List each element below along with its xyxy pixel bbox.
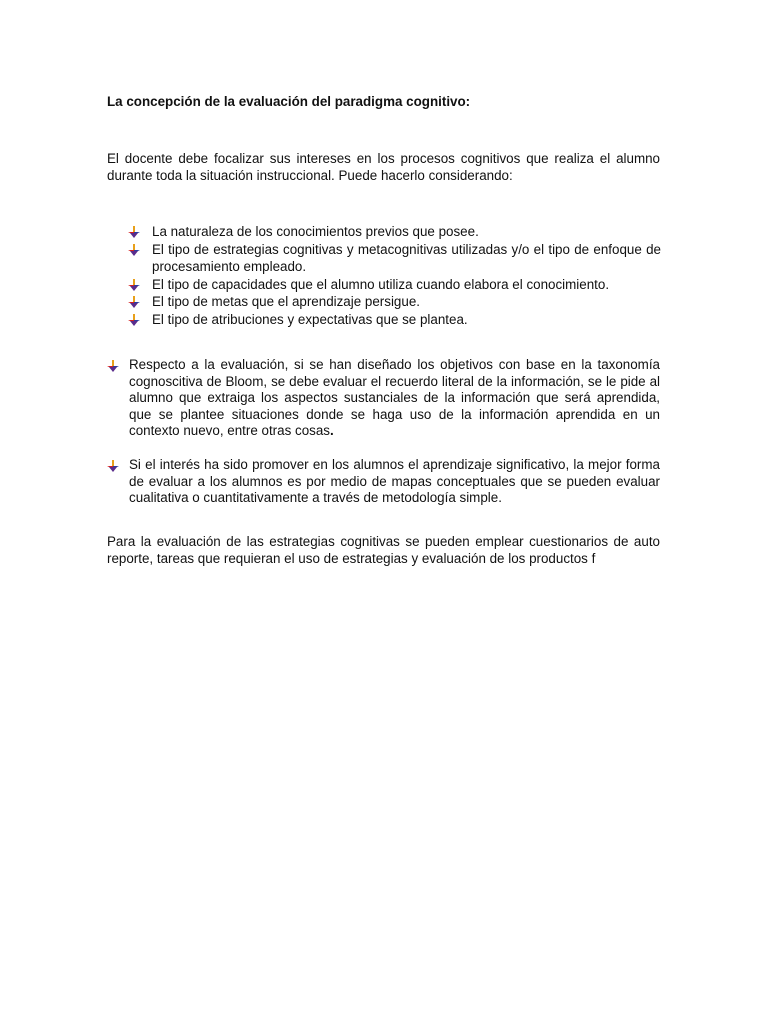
- intro-paragraph: El docente debe focalizar sus intereses en los procesos cognitivos que realiza el alumno durante toda la situación instruccional. Puede hacerlo considerando:: [107, 151, 660, 183]
- arrow-bullet-icon: [107, 360, 119, 372]
- list-item-text: La naturaleza de los conocimientos previos que posee.: [152, 224, 479, 239]
- evaluation-point: [107, 357, 660, 440]
- arrow-bullet-icon: [128, 244, 140, 256]
- list-item: [128, 241, 661, 276]
- list-item: [128, 276, 661, 294]
- evaluation-point-end: .: [329, 423, 334, 439]
- list-item: [128, 311, 661, 329]
- list-item: [128, 223, 661, 241]
- evaluation-point-text: Si el interés ha sido promover en los alumnos el aprendizaje significativo, la mejor forma de evaluar a los alumnos es por medio de mapas conceptuales que se pueden evaluar cualitativa o cuantitativamente a través de metodología simple.: [129, 457, 660, 506]
- list-item-text: El tipo de capacidades que el alumno utiliza cuando elabora el conocimiento.: [152, 276, 610, 292]
- arrow-bullet-icon: [128, 226, 140, 238]
- considerations-list: [128, 223, 661, 328]
- evaluation-point: [107, 457, 660, 507]
- list-item-text: El tipo de atribuciones y expectativas que se plantea.: [152, 311, 468, 327]
- arrow-bullet-icon: [128, 296, 140, 308]
- evaluation-point-text: Respecto a la evaluación, si se han diseñado los objetivos con base en la taxonomía cognoscitiva de Bloom, se debe evaluar el recuerdo literal de la información, se le pide al alumno que extraiga los aspectos sustanciales de la información que será aprendida, que se plantee situaciones donde se haga uso de la información aprendida en un contexto nuevo, entre otras cosas: [129, 357, 660, 439]
- list-item-text: El tipo de estrategias cognitivas y metacognitivas utilizadas y/o el tipo de enfoque de procesamiento empleado.: [152, 241, 661, 274]
- list-item-text: El tipo de metas que el aprendizaje persigue.: [152, 294, 420, 309]
- arrow-bullet-icon: [128, 314, 140, 326]
- document-title: La concepción de la evaluación del paradigma cognitivo:: [107, 94, 471, 109]
- arrow-bullet-icon: [107, 460, 119, 472]
- arrow-bullet-icon: [128, 279, 140, 291]
- closing-paragraph: Para la evaluación de las estrategias cognitivas se pueden emplear cuestionarios de auto reporte, tareas que requieran el uso de estrategias y evaluación de los productos f: [107, 534, 660, 566]
- list-item: [128, 293, 661, 311]
